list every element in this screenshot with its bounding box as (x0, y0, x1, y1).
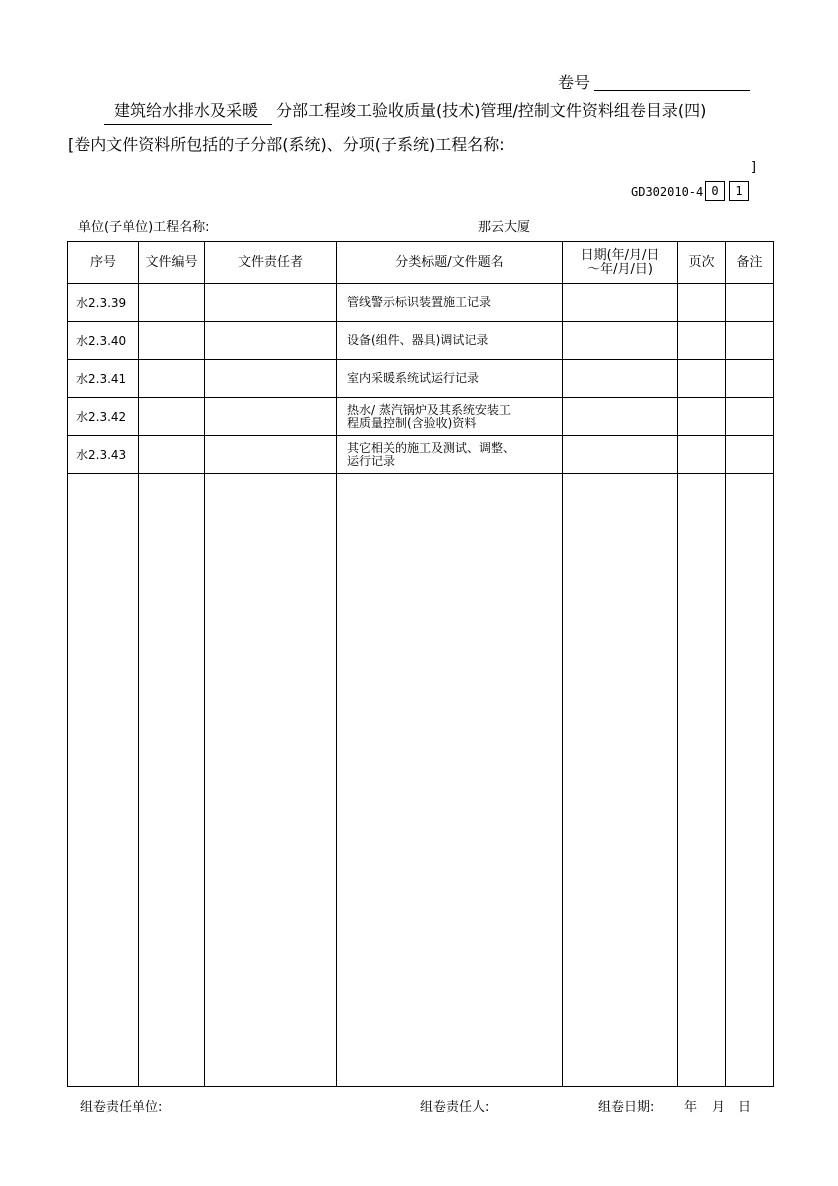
volume-number-field[interactable] (594, 90, 750, 91)
row-title: 管线警示标识装置施工记录 (337, 284, 563, 322)
row-seq: 水2.3.41 (68, 360, 139, 398)
row-title-line1: 热水/ 蒸汽锅炉及其系统安装工 (347, 402, 511, 417)
row-title-line2: 程质量控制(含验收)资料 (347, 415, 477, 430)
blank-date[interactable] (563, 474, 678, 1087)
blank-pages[interactable] (678, 474, 726, 1087)
row-title: 设备(组件、器具)调试记录 (337, 322, 563, 360)
scope-label: [卷内文件资料所包括的子分部(系统)、分项(子系统)工程名称: (68, 135, 505, 154)
catalog-table (67, 241, 774, 1087)
row-remarks[interactable] (726, 284, 774, 322)
row-title (337, 398, 563, 436)
row-title-line1: 其它相关的施工及测试、调整、 (347, 440, 516, 455)
table-blank-area (68, 474, 774, 1087)
col-header-pages: 页次 (678, 242, 726, 284)
row-responsible[interactable] (205, 322, 337, 360)
row-remarks[interactable] (726, 360, 774, 398)
footer-day: 日 (738, 1100, 752, 1115)
row-responsible[interactable] (205, 436, 337, 474)
table-row (68, 436, 774, 474)
row-seq: 水2.3.40 (68, 322, 139, 360)
closing-bracket: ] (750, 160, 758, 175)
row-seq: 水2.3.39 (68, 284, 139, 322)
unit-project-value: 那云大厦 (478, 220, 531, 235)
blank-seq[interactable] (68, 474, 139, 1087)
col-header-file-no: 文件编号 (139, 242, 205, 284)
blank-title[interactable] (337, 474, 563, 1087)
row-title (337, 436, 563, 474)
row-responsible[interactable] (205, 284, 337, 322)
row-date[interactable] (563, 284, 678, 322)
row-date[interactable] (563, 436, 678, 474)
page-title: 分部工程竣工验收质量(技术)管理/控制文件资料组卷目录(四) (276, 101, 707, 120)
row-responsible[interactable] (205, 398, 337, 436)
row-seq: 水2.3.42 (68, 398, 139, 436)
row-responsible[interactable] (205, 360, 337, 398)
unit-project-label: 单位(子单位)工程名称: (78, 220, 210, 235)
col-header-responsible: 文件责任者 (205, 242, 337, 284)
row-file-no[interactable] (139, 360, 205, 398)
title-prefix-underline (104, 124, 272, 125)
row-file-no[interactable] (139, 284, 205, 322)
title-prefix: 建筑给水排水及采暖 (114, 101, 259, 120)
row-file-no[interactable] (139, 322, 205, 360)
row-pages[interactable] (678, 436, 726, 474)
row-title: 室内采暖系统试运行记录 (337, 360, 563, 398)
row-pages[interactable] (678, 398, 726, 436)
row-file-no[interactable] (139, 436, 205, 474)
row-date[interactable] (563, 398, 678, 436)
row-seq: 水2.3.43 (68, 436, 139, 474)
col-header-date-line2: ～年/月/日) (587, 261, 653, 277)
table-header-row (68, 242, 774, 284)
form-code-box-2: 1 (729, 181, 749, 201)
blank-file-no[interactable] (139, 474, 205, 1087)
footer-responsible-unit: 组卷责任单位: (80, 1100, 163, 1115)
col-header-date-line1: 日期(年/月/日 (580, 247, 660, 263)
form-code-box-1: 0 (705, 181, 725, 201)
row-remarks[interactable] (726, 398, 774, 436)
footer-month: 月 (712, 1100, 726, 1115)
col-header-title: 分类标题/文件题名 (337, 242, 563, 284)
row-date[interactable] (563, 360, 678, 398)
row-file-no[interactable] (139, 398, 205, 436)
footer-year: 年 (684, 1100, 698, 1115)
volume-number-label: 卷号 (558, 73, 591, 92)
row-pages[interactable] (678, 322, 726, 360)
row-remarks[interactable] (726, 436, 774, 474)
col-header-remarks: 备注 (726, 242, 774, 284)
blank-responsible[interactable] (205, 474, 337, 1087)
form-code: GD302010-4 (631, 185, 704, 199)
blank-remarks[interactable] (726, 474, 774, 1087)
row-pages[interactable] (678, 360, 726, 398)
row-title-line2: 运行记录 (347, 453, 396, 468)
row-remarks[interactable] (726, 322, 774, 360)
table-row (68, 284, 774, 322)
footer-date-label: 组卷日期: (598, 1100, 655, 1115)
row-date[interactable] (563, 322, 678, 360)
row-pages[interactable] (678, 284, 726, 322)
col-header-date (563, 242, 678, 284)
table-row (68, 360, 774, 398)
footer-responsible-person: 组卷责任人: (420, 1100, 490, 1115)
table-row (68, 398, 774, 436)
col-header-seq: 序号 (68, 242, 139, 284)
table-row (68, 322, 774, 360)
